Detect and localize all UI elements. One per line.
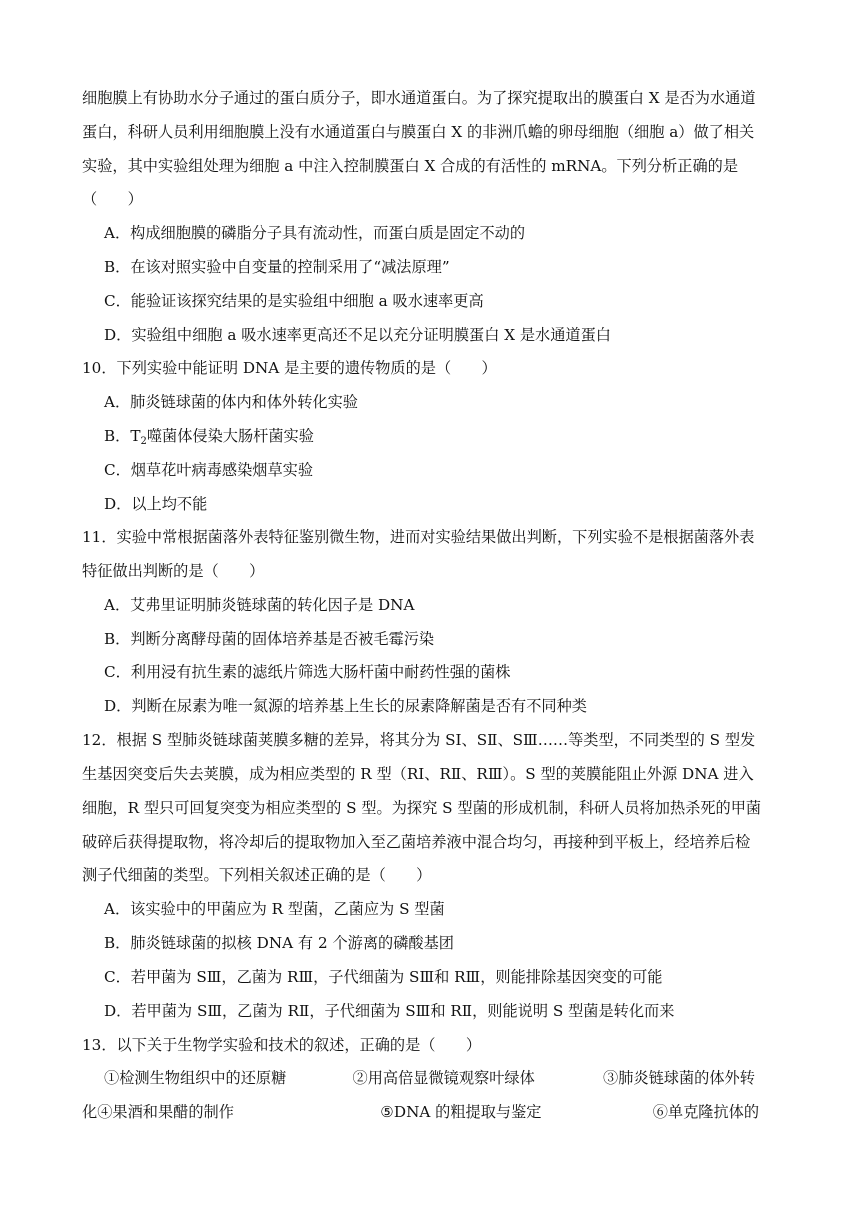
q10-option-b-prefix: B．T: [104, 427, 141, 445]
q9-stem-line-1: 细胞膜上有协助水分子通过的蛋白质分子，即水通道蛋白。为了探究提取出的膜蛋白 X 是否为水通道: [82, 89, 756, 107]
q10-option-b-text: 噬菌体侵染大肠杆菌实验: [146, 427, 314, 445]
q11-option-d: D．判断在尿素为唯一氮源的培养基上生长的尿素降解菌是否有不同种类: [104, 697, 587, 715]
q12-stem-line-1: 12．根据 S 型肺炎链球菌荚膜多糖的差异，将其分为 SⅠ、SⅡ、SⅢ……等类型，不同类型的 S 型发: [82, 731, 756, 749]
q9-option-d: D．实验组中细胞 a 吸水速率更高还不足以充分证明膜蛋白 X 是水通道蛋白: [104, 326, 611, 344]
q13-item-2: ②用高倍显微镜观察叶绿体: [352, 1069, 535, 1087]
q10-stem: 10．下列实验中能证明 DNA 是主要的遗传物质的是（ ）: [82, 359, 497, 377]
q13-items-row-1: [82, 1068, 782, 1088]
q11-stem-line-1: 11．实验中常根据菌落外表特征鉴别微生物，进而对实验结果做出判断，下列实验不是根据菌落外表: [82, 528, 755, 546]
q10-option-c: C．烟草花叶病毒感染烟草实验: [104, 461, 314, 479]
q9-option-a: A．构成细胞膜的磷脂分子具有流动性，而蛋白质是固定不动的: [104, 224, 526, 242]
q13-item-3: ③肺炎链球菌的体外转: [603, 1069, 755, 1087]
q10-option-d: D．以上均不能: [104, 495, 208, 513]
q13-item-6: ⑥单克隆抗体的: [652, 1103, 760, 1121]
q12-stem-line-2: 生基因突变后失去荚膜，成为相应类型的 R 型（RⅠ、RⅡ、RⅢ）。S 型的荚膜能阻止外源 DNA 进入: [82, 765, 754, 783]
q13-item-1: ①检测生物组织中的还原糖: [104, 1069, 287, 1087]
q12-stem-line-4: 破碎后获得提取物，将冷却后的提取物加入至乙菌培养液中混合均匀，再接种到平板上，经培养后检: [82, 833, 751, 851]
q12-option-d: D．若甲菌为 SⅢ，乙菌为 RⅡ，子代细菌为 SⅢ和 RⅡ，则能说明 S 型菌是转化而来: [104, 1002, 675, 1020]
q11-option-a: A．艾弗里证明肺炎链球菌的转化因子是 DNA: [104, 596, 415, 614]
q11-option-b: B．判断分离酵母菌的固体培养基是否被毛霉污染: [104, 630, 435, 648]
q12-option-c: C．若甲菌为 SⅢ，乙菌为 RⅢ，子代细菌为 SⅢ和 RⅢ，则能排除基因突变的可能: [104, 968, 663, 986]
q11-stem-line-2: 特征做出判断的是（ ）: [82, 562, 265, 580]
q13-item-5: ⑤DNA 的粗提取与鉴定: [380, 1103, 542, 1121]
q9-stem-line-3: 实验，其中实验组处理为细胞 a 中注入控制膜蛋白 X 合成的有活性的 mRNA。下列分析正确的是: [82, 157, 739, 175]
q12-stem-line-3: 细胞，R 型只可回复突变为相应类型的 S 型。为探究 S 型菌的形成机制，科研人员将加热杀死的甲菌: [82, 799, 762, 817]
q9-option-b: B．在该对照实验中自变量的控制采用了“减法原理”: [104, 258, 450, 276]
q9-option-c: C．能验证该探究结果的是实验组中细胞 a 吸水速率更高: [104, 292, 484, 310]
q12-stem-line-5: 测子代细菌的类型。下列相关叙述正确的是（ ）: [82, 866, 432, 884]
q9-stem-line-2: 蛋白，科研人员利用细胞膜上没有水通道蛋白与膜蛋白 X 的非洲爪蟾的卵母细胞（细胞 a）做了相关: [82, 123, 755, 141]
q13-stem: 13．以下关于生物学实验和技术的叙述，正确的是（ ）: [82, 1036, 482, 1054]
q10-option-b: [104, 426, 804, 452]
q10-option-b-subscript: 2: [140, 436, 147, 447]
q12-option-b: B．肺炎链球菌的拟核 DNA 有 2 个游离的磷酸基团: [104, 934, 454, 952]
q13-item-4: 化④果酒和果醋的制作: [82, 1103, 234, 1121]
q10-option-a: A．肺炎链球菌的体内和体外转化实验: [104, 393, 358, 411]
q12-option-a: A．该实验中的甲菌应为 R 型菌，乙菌应为 S 型菌: [104, 900, 445, 918]
q9-answer-bracket: （ ）: [82, 190, 143, 208]
q13-items-row-2: [82, 1102, 782, 1122]
q11-option-c: C．利用浸有抗生素的滤纸片筛选大肠杆菌中耐药性强的菌株: [104, 663, 511, 681]
